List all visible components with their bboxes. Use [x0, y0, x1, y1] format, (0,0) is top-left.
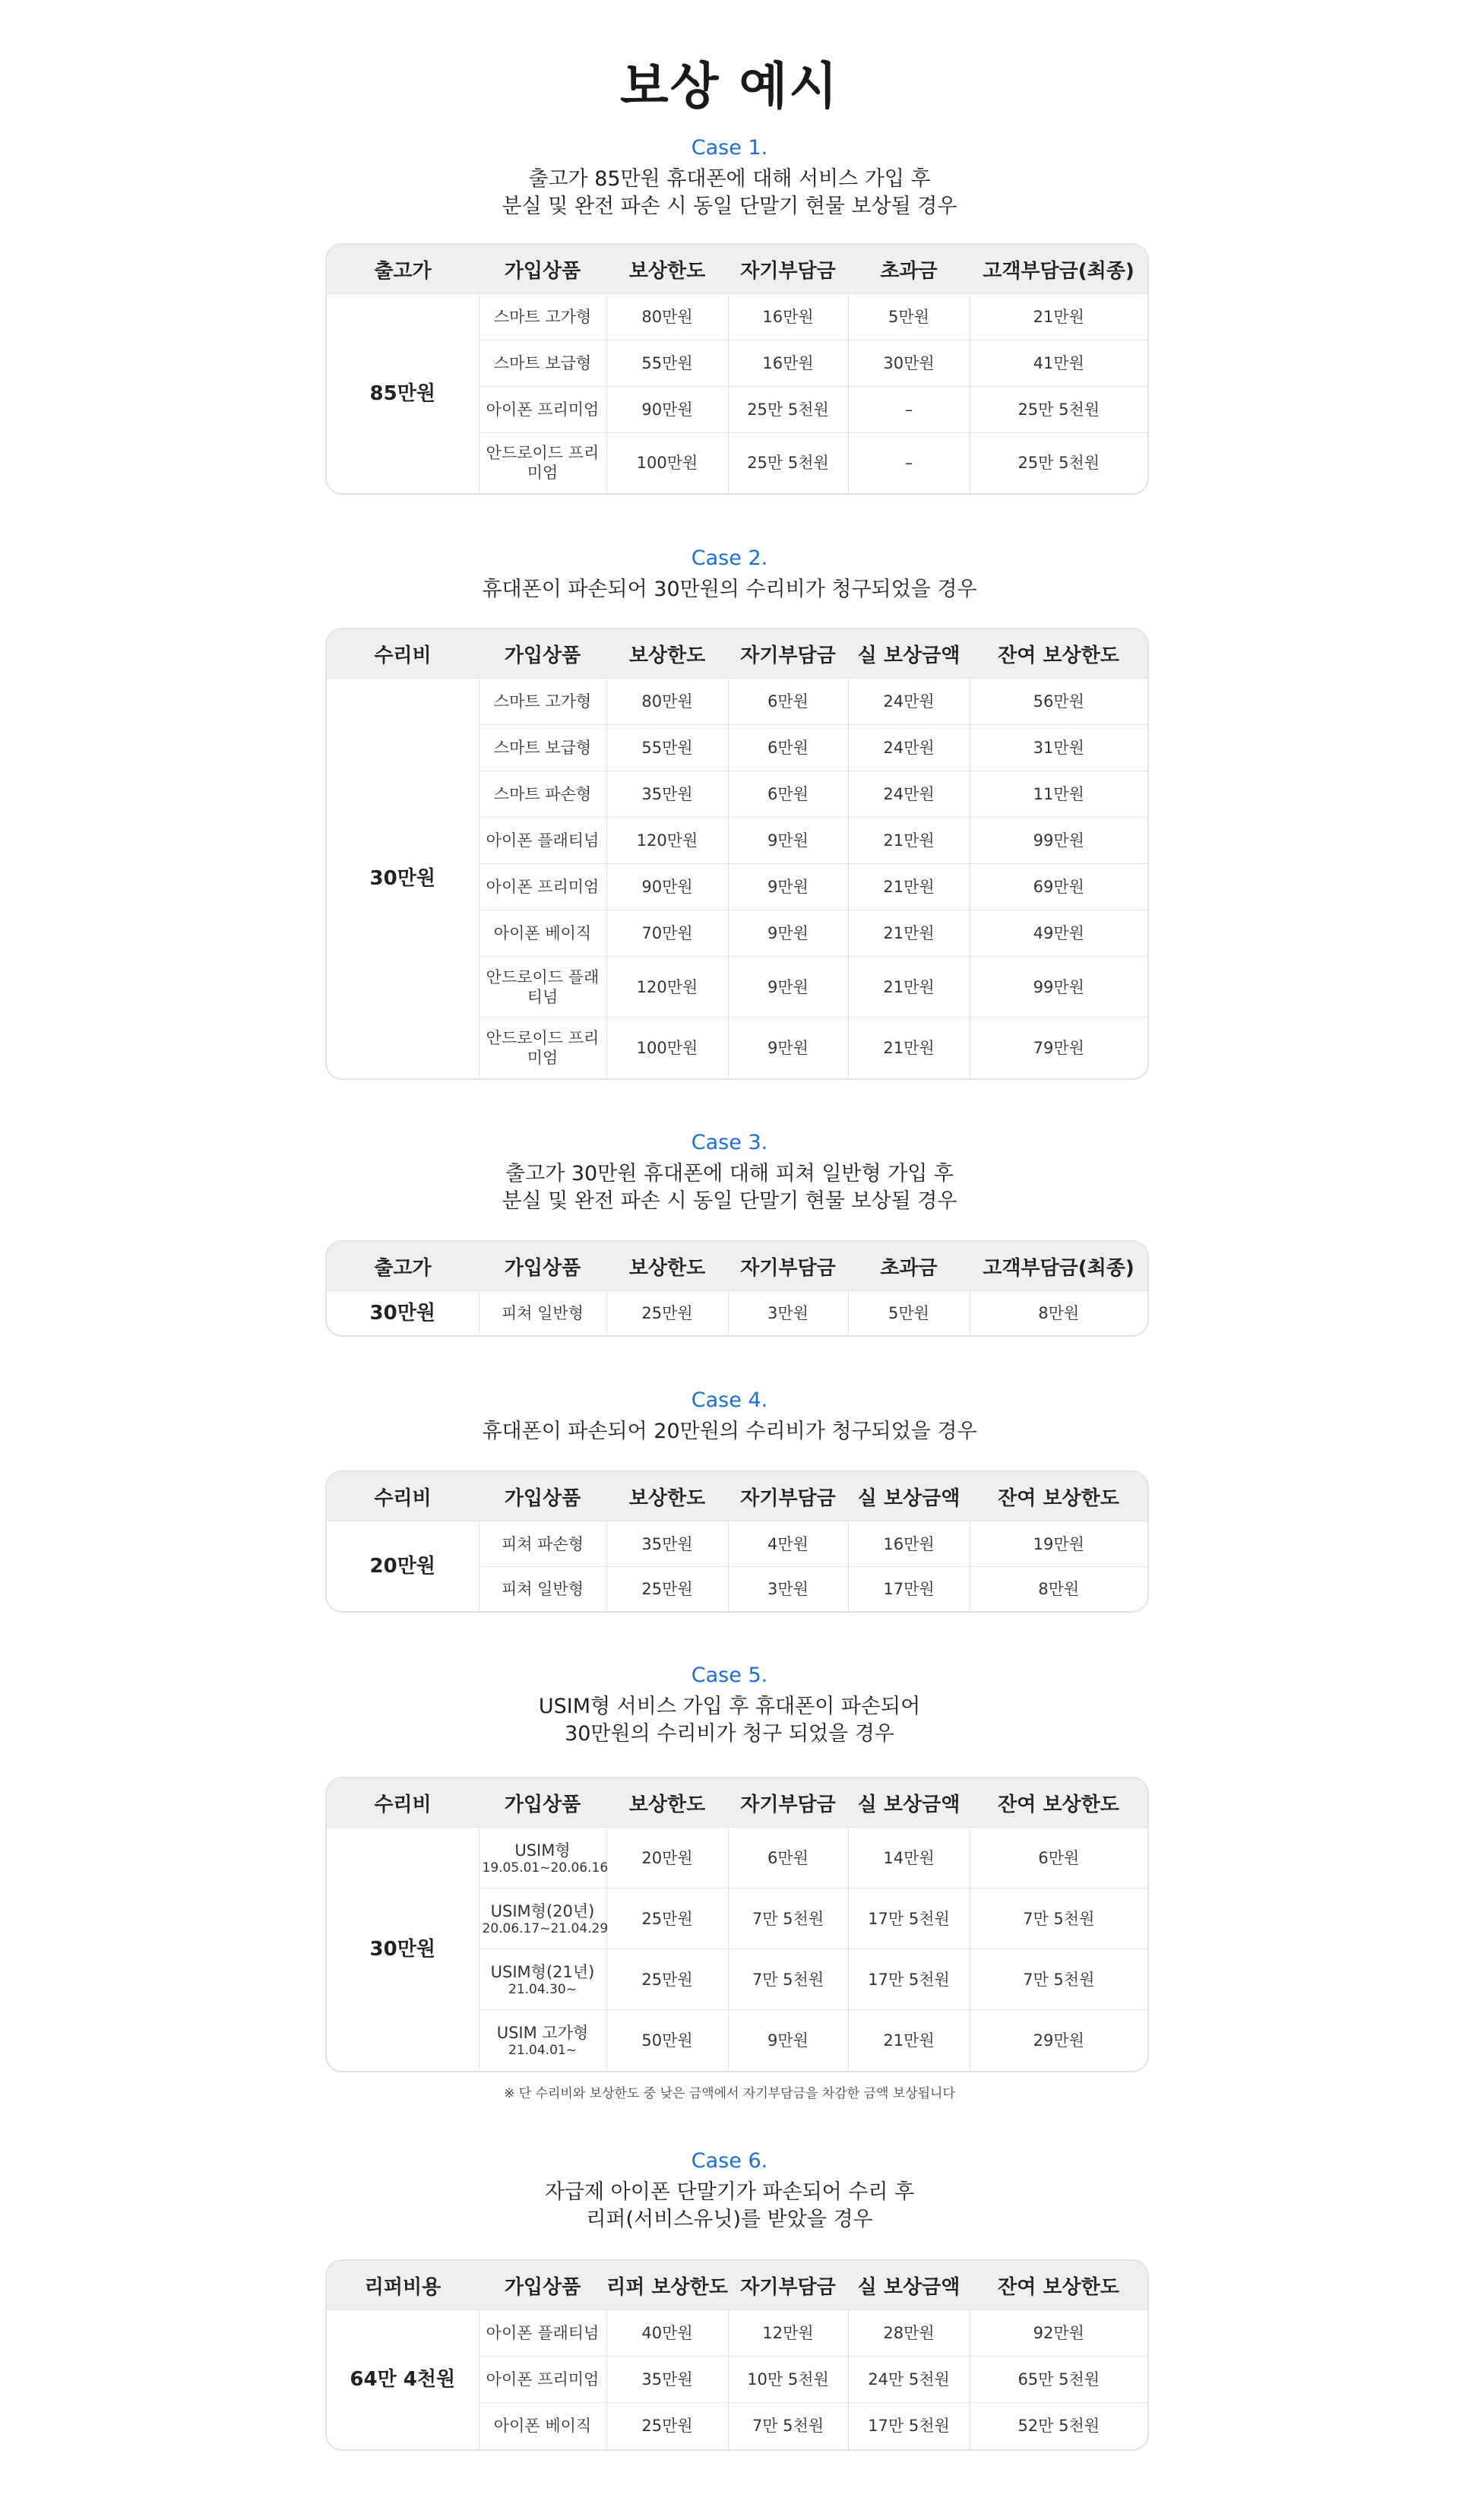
table-cell: 8만원 — [970, 1291, 1147, 1335]
table-cell: 25만 5천원 — [970, 387, 1147, 433]
table-cell: 99만원 — [970, 818, 1147, 864]
table-cell: 90만원 — [606, 387, 728, 433]
table-cell: 피쳐 일반형 — [479, 1567, 606, 1611]
case-6-heading — [0, 2148, 1459, 2233]
table-cell: 아이폰 플래티넘 — [479, 2310, 606, 2357]
column-header: 자기부담금 — [728, 245, 848, 294]
row-group-label: 30만원 — [327, 679, 479, 1078]
case-description — [0, 2179, 1459, 2233]
table-cell: 40만원 — [606, 2310, 728, 2357]
table-cell: 스마트 고가형 — [479, 294, 606, 340]
table-cell: 21만원 — [848, 818, 970, 864]
table-cell: 17만 5천원 — [848, 2403, 970, 2449]
table-cell: 아이폰 프리미엄 — [479, 387, 606, 433]
table-cell: 21만원 — [848, 957, 970, 1018]
product-name: USIM형(21년) — [490, 1962, 595, 1981]
product-period: 21.04.30~ — [508, 1981, 577, 1997]
column-header: 가입상품 — [479, 1242, 606, 1291]
table-cell: 6만원 — [728, 771, 848, 818]
table-cell: 50만원 — [606, 2010, 728, 2071]
table-cell: 100만원 — [606, 433, 728, 493]
table-cell: – — [848, 433, 970, 493]
case-label: Case 1. — [691, 136, 768, 160]
column-header: 고객부담금(최종) — [970, 1242, 1147, 1291]
case-description — [0, 576, 1459, 603]
table-cell: 17만 5천원 — [848, 1888, 970, 1949]
case-2-heading — [0, 546, 1459, 603]
table-cell: 21만원 — [848, 1018, 970, 1078]
column-header: 수리비 — [327, 1472, 479, 1521]
column-header: 보상한도 — [606, 1242, 728, 1291]
column-header: 초과금 — [848, 245, 970, 294]
case-label: Case 2. — [691, 546, 768, 570]
table-cell: 9만원 — [728, 818, 848, 864]
table-cell: 92만원 — [970, 2310, 1147, 2357]
table-row — [327, 1521, 1147, 1567]
table-cell: 아이폰 베이직 — [479, 910, 606, 957]
column-header: 자기부담금 — [728, 2261, 848, 2310]
column-header: 실 보상금액 — [848, 2261, 970, 2310]
case-desc-line: 리퍼(서비스유닛)를 받았을 경우 — [586, 2208, 873, 2231]
column-header: 가입상품 — [479, 2261, 606, 2310]
case-desc-line: 휴대폰이 파손되어 20만원의 수리비가 청구되었을 경우 — [482, 1420, 977, 1443]
column-header: 수리비 — [327, 629, 479, 679]
case-desc-line: USIM형 서비스 가입 후 휴대폰이 파손되어 — [538, 1695, 921, 1718]
table-cell: 스마트 파손형 — [479, 771, 606, 818]
column-header: 자기부담금 — [728, 629, 848, 679]
table-cell: 29만원 — [970, 2010, 1147, 2071]
table-cell: 4만원 — [728, 1521, 848, 1567]
case-5-table — [325, 1777, 1149, 2072]
table-cell: 6만원 — [728, 725, 848, 771]
table-cell: 20만원 — [606, 1828, 728, 1888]
table-cell: 6만원 — [728, 679, 848, 725]
column-header: 초과금 — [848, 1242, 970, 1291]
case-2-table — [325, 628, 1149, 1080]
table-cell: 14만원 — [848, 1828, 970, 1888]
table-cell: 25만원 — [606, 1567, 728, 1611]
case-1-table — [325, 243, 1149, 495]
case-label: Case 4. — [691, 1388, 768, 1412]
table-cell: 피쳐 파손형 — [479, 1521, 606, 1567]
case-6-table — [325, 2259, 1149, 2451]
column-header: 가입상품 — [479, 245, 606, 294]
table-cell: 16만원 — [848, 1521, 970, 1567]
table-cell: 28만원 — [848, 2310, 970, 2357]
case-3-table — [325, 1240, 1149, 1337]
table-cell: 9만원 — [728, 1018, 848, 1078]
table-cell: 9만원 — [728, 957, 848, 1018]
table-row — [327, 679, 1147, 725]
table-cell: 17만원 — [848, 1567, 970, 1611]
table-cell: 35만원 — [606, 771, 728, 818]
table-cell: 21만원 — [848, 864, 970, 910]
case-desc-line: 분실 및 완전 파손 시 동일 단말기 현물 보상될 경우 — [502, 1189, 957, 1213]
table-cell: 55만원 — [606, 340, 728, 387]
product-period: 19.05.01~20.06.16 — [482, 1860, 609, 1876]
column-header: 보상한도 — [606, 1472, 728, 1521]
row-group-label: 85만원 — [327, 294, 479, 493]
table-cell: 100만원 — [606, 1018, 728, 1078]
case-desc-line: 출고가 30만원 휴대폰에 대해 피쳐 일반형 가입 후 — [505, 1162, 954, 1186]
table-cell: 9만원 — [728, 2010, 848, 2071]
product-name: USIM형 — [514, 1841, 571, 1860]
column-header: 보상한도 — [606, 245, 728, 294]
table-cell: 24만원 — [848, 771, 970, 818]
table-cell: 아이폰 베이직 — [479, 2403, 606, 2449]
product-name: USIM 고가형 — [496, 2023, 589, 2042]
table-cell: 21만원 — [970, 294, 1147, 340]
footnote: ※ 단 수리비와 보상한도 중 낮은 금액에서 자기부담금을 차감한 금액 보상됩니다 — [504, 2086, 955, 2101]
table-cell: 52만 5천원 — [970, 2403, 1147, 2449]
case-desc-line: 자급제 아이폰 단말기가 파손되어 수리 후 — [544, 2180, 915, 2204]
table-cell: 25만 5천원 — [970, 433, 1147, 493]
table-cell: 80만원 — [606, 679, 728, 725]
table-cell: 19만원 — [970, 1521, 1147, 1567]
column-header: 자기부담금 — [728, 1242, 848, 1291]
row-group-label: 30만원 — [327, 1828, 479, 2071]
table-cell: 피쳐 일반형 — [479, 1291, 606, 1335]
table-cell: 5만원 — [848, 1291, 970, 1335]
case-desc-line: 30만원의 수리비가 청구 되었을 경우 — [565, 1722, 894, 1746]
row-group-label: 30만원 — [327, 1291, 479, 1335]
case-3-heading — [0, 1130, 1459, 1215]
table-cell: 120만원 — [606, 818, 728, 864]
table-cell: 24만원 — [848, 679, 970, 725]
column-header: 고객부담금(최종) — [970, 245, 1147, 294]
table-cell: 16만원 — [728, 340, 848, 387]
column-header: 출고가 — [327, 245, 479, 294]
column-header: 보상한도 — [606, 629, 728, 679]
table-cell: 7만 5천원 — [728, 1888, 848, 1949]
column-header: 잔여 보상한도 — [970, 1778, 1147, 1828]
table-cell: 99만원 — [970, 957, 1147, 1018]
table-cell: 24만원 — [848, 725, 970, 771]
product-name: USIM형(20년) — [490, 1901, 595, 1920]
table-row — [327, 1291, 1147, 1335]
column-header: 자기부담금 — [728, 1778, 848, 1828]
case-description — [0, 166, 1459, 220]
table-cell: 7만 5천원 — [970, 1949, 1147, 2010]
table-cell: 49만원 — [970, 910, 1147, 957]
table-cell: 65만 5천원 — [970, 2357, 1147, 2403]
table-cell: 17만 5천원 — [848, 1949, 970, 2010]
table-cell: 25만원 — [606, 1291, 728, 1335]
table-cell: 25만 5천원 — [728, 387, 848, 433]
table-cell: 24만 5천원 — [848, 2357, 970, 2403]
column-header: 실 보상금액 — [848, 629, 970, 679]
case-description — [0, 1693, 1459, 1748]
table-cell: 9만원 — [728, 910, 848, 957]
column-header: 잔여 보상한도 — [970, 2261, 1147, 2310]
table-cell: 90만원 — [606, 864, 728, 910]
table-cell: 스마트 보급형 — [479, 725, 606, 771]
table-cell: 25만 5천원 — [728, 433, 848, 493]
table-cell: 3만원 — [728, 1567, 848, 1611]
table-cell: 16만원 — [728, 294, 848, 340]
column-header: 가입상품 — [479, 1472, 606, 1521]
table-cell: 7만 5천원 — [728, 2403, 848, 2449]
column-header: 잔여 보상한도 — [970, 1472, 1147, 1521]
table-cell — [479, 1949, 606, 2010]
column-header: 실 보상금액 — [848, 1778, 970, 1828]
table-cell: 8만원 — [970, 1567, 1147, 1611]
product-period: 20.06.17~21.04.29 — [482, 1920, 609, 1936]
table-cell — [479, 1888, 609, 1949]
table-cell: 3만원 — [728, 1291, 848, 1335]
table-cell: 56만원 — [970, 679, 1147, 725]
table-cell: 79만원 — [970, 1018, 1147, 1078]
table-cell: 12만원 — [728, 2310, 848, 2357]
table-cell: 11만원 — [970, 771, 1147, 818]
table-row — [327, 294, 1147, 340]
table-cell: 스마트 고가형 — [479, 679, 606, 725]
case-desc-line: 출고가 85만원 휴대폰에 대해 서비스 가입 후 — [528, 167, 931, 191]
case-desc-line: 휴대폰이 파손되어 30만원의 수리비가 청구되었을 경우 — [482, 578, 977, 601]
table-cell: 55만원 — [606, 725, 728, 771]
case-desc-line: 분실 및 완전 파손 시 동일 단말기 현물 보상될 경우 — [502, 195, 957, 218]
case-1-heading — [0, 135, 1459, 220]
table-cell: – — [848, 387, 970, 433]
column-header: 리퍼 보상한도 — [606, 2261, 728, 2310]
column-header: 출고가 — [327, 1242, 479, 1291]
column-header: 실 보상금액 — [848, 1472, 970, 1521]
table-cell: 25만원 — [606, 2403, 728, 2449]
table-cell: 70만원 — [606, 910, 728, 957]
table-cell: 120만원 — [606, 957, 728, 1018]
table-cell: 안드로이드 플래티넘 — [479, 957, 606, 1018]
table-cell: 5만원 — [848, 294, 970, 340]
case-label: Case 6. — [691, 2149, 768, 2173]
table-cell: 9만원 — [728, 864, 848, 910]
table-cell: 아이폰 플래티넘 — [479, 818, 606, 864]
table-cell: 80만원 — [606, 294, 728, 340]
table-cell: 25만원 — [606, 1949, 728, 2010]
column-header: 잔여 보상한도 — [970, 629, 1147, 679]
case-description — [0, 1160, 1459, 1215]
table-row — [327, 1828, 1147, 1888]
table-cell: 안드로이드 프리미엄 — [479, 433, 606, 493]
table-cell: 35만원 — [606, 1521, 728, 1567]
case-label: Case 3. — [691, 1131, 768, 1154]
column-header: 리퍼비용 — [327, 2261, 479, 2310]
column-header: 가입상품 — [479, 1778, 606, 1828]
table-cell: 30만원 — [848, 340, 970, 387]
case-5-heading — [0, 1663, 1459, 1748]
table-cell: 31만원 — [970, 725, 1147, 771]
table-cell: 21만원 — [848, 2010, 970, 2071]
case-4-table — [325, 1471, 1149, 1613]
table-cell: 6만원 — [970, 1828, 1147, 1888]
column-header: 가입상품 — [479, 629, 606, 679]
table-cell — [479, 2010, 606, 2071]
table-cell: 7만 5천원 — [728, 1949, 848, 2010]
table-row — [327, 2310, 1147, 2357]
table-cell — [479, 1828, 609, 1888]
table-cell: 35만원 — [606, 2357, 728, 2403]
table-cell: 6만원 — [728, 1828, 848, 1888]
column-header: 수리비 — [327, 1778, 479, 1828]
column-header: 자기부담금 — [728, 1472, 848, 1521]
table-cell: 21만원 — [848, 910, 970, 957]
table-cell: 25만원 — [606, 1888, 728, 1949]
product-period: 21.04.01~ — [508, 2042, 577, 2058]
case-description — [0, 1418, 1459, 1445]
table-cell: 아이폰 프리미엄 — [479, 864, 606, 910]
case-4-heading — [0, 1388, 1459, 1445]
table-cell: 스마트 보급형 — [479, 340, 606, 387]
case-label: Case 5. — [691, 1664, 768, 1687]
table-cell: 69만원 — [970, 864, 1147, 910]
table-cell: 7만 5천원 — [970, 1888, 1147, 1949]
table-cell: 안드로이드 프리미엄 — [479, 1018, 606, 1078]
table-cell: 41만원 — [970, 340, 1147, 387]
row-group-label: 64만 4천원 — [327, 2310, 479, 2449]
table-cell: 아이폰 프리미엄 — [479, 2357, 606, 2403]
page-title: 보상 예시 — [619, 57, 839, 116]
table-cell: 10만 5천원 — [728, 2357, 848, 2403]
row-group-label: 20만원 — [327, 1521, 479, 1611]
column-header: 보상한도 — [606, 1778, 728, 1828]
